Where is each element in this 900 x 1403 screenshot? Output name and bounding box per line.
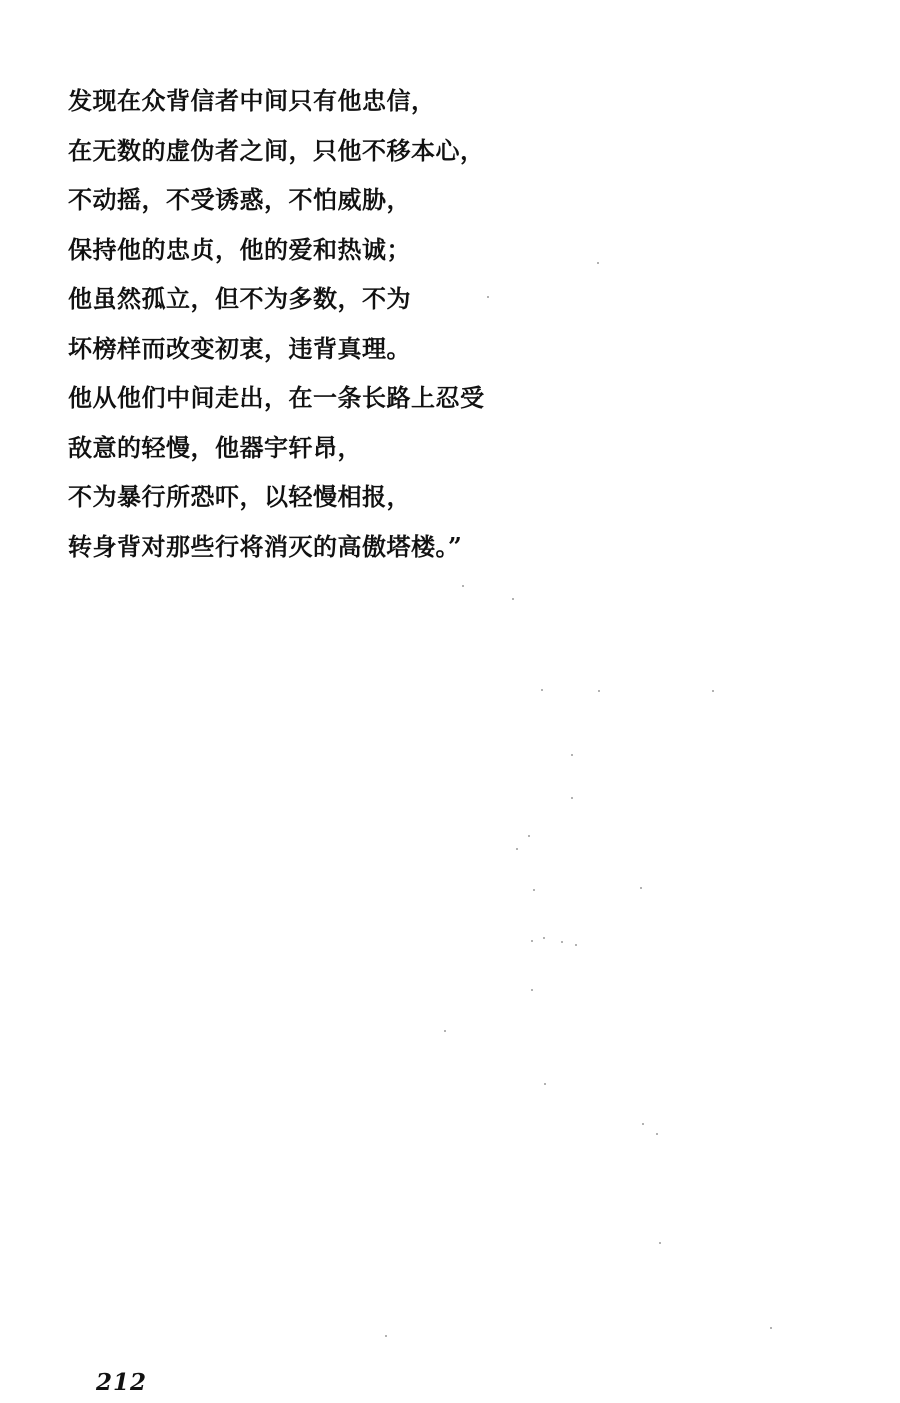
page-number: 212	[96, 1369, 148, 1396]
scan-speck	[575, 944, 577, 946]
scan-speck	[656, 1133, 658, 1135]
poem-text	[68, 76, 485, 571]
scan-speck	[462, 585, 464, 587]
scan-speck	[444, 1030, 446, 1032]
scan-speck	[543, 937, 545, 939]
scan-speck	[770, 1327, 772, 1329]
poem-line: 不为暴行所恐吓，以轻慢相报，	[68, 482, 411, 511]
scan-speck	[598, 690, 600, 692]
poem-line: 敌意的轻慢，他器宇轩昂，	[68, 432, 362, 462]
scan-speck	[571, 754, 573, 756]
scan-speck	[531, 989, 533, 991]
scan-speck	[533, 889, 535, 891]
scan-speck	[642, 1123, 644, 1125]
scan-speck	[516, 848, 518, 850]
scan-speck	[659, 1242, 661, 1244]
scan-speck	[531, 940, 533, 942]
poem-line: 不动摇，不受诱惑，不怕威胁，	[68, 185, 411, 214]
scan-speck	[541, 689, 543, 691]
poem-line: 转身背对那些行将消灭的高傲塔楼。”	[68, 531, 463, 561]
poem-line: 发现在众背信者中间只有他忠信，	[68, 86, 436, 115]
scan-speck	[385, 1335, 387, 1337]
poem-line: 在无数的虚伪者之间，只他不移本心，	[68, 135, 485, 165]
scan-speck	[528, 835, 530, 837]
poem-line: 他从他们中间走出，在一条长路上忍受	[68, 383, 485, 412]
scan-speck	[487, 296, 489, 298]
scan-speck	[712, 690, 714, 692]
scan-speck	[640, 887, 642, 889]
poem-line: 他虽然孤立，但不为多数，不为	[68, 284, 411, 313]
scan-speck	[561, 941, 563, 943]
scan-speck	[571, 797, 573, 799]
poem-line: 保持他的忠贞，他的爱和热诚；	[68, 234, 411, 264]
scan-speck	[544, 1083, 546, 1085]
poem-line: 坏榜样而改变初衷，违背真理。	[68, 333, 411, 363]
scan-speck	[512, 598, 514, 600]
scan-speck	[597, 262, 599, 264]
